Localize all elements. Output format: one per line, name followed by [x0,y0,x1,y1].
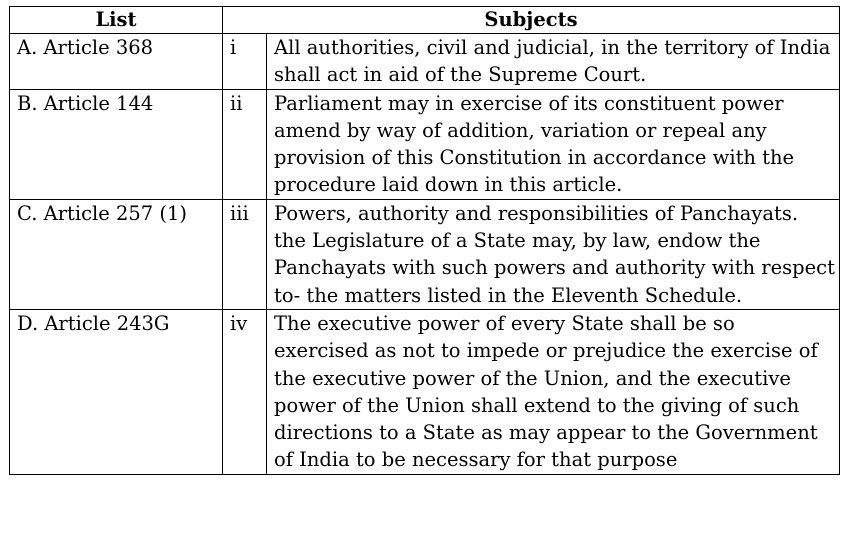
subject-cell: Parliament may in exercise of its constituent power amend by way of addition, variation or repeal any provision of this Constitution in accordance with the procedure laid down in this article. [267,89,840,199]
subject-cell: The executive power of every State shall be so exercised as not to impede or prejudice the exercise of the executive power of the Union, and the executive power of the Union shall extend to the giving of such directions to a State as may appear to the Government of India to be necessary for that purpose [267,309,840,474]
article-cell: C. Article 257 (1) [10,199,223,309]
article-cell: A. Article 368 [10,34,223,90]
subject-cell: All authorities, civil and judicial, in the territory of India shall act in aid of the Supreme Court. [267,34,840,90]
subject-cell: Powers, authority and responsibilities of Panchayats. the Legislature of a State may, by law, endow the Panchayats with such powers and authority with respect to- the matters listed in the Eleventh Schedule. [267,199,840,309]
numeral-cell: ii [223,89,267,199]
match-table [9,6,840,475]
header-row [10,7,840,34]
article-cell: D. Article 243G [10,309,223,474]
header-subjects: Subjects [223,7,840,34]
numeral-cell: i [223,34,267,90]
header-list: List [10,7,223,34]
numeral-cell: iii [223,199,267,309]
table-row [10,199,840,309]
table-row [10,34,840,90]
numeral-cell: iv [223,309,267,474]
table-row [10,309,840,474]
article-cell: B. Article 144 [10,89,223,199]
table-row [10,89,840,199]
